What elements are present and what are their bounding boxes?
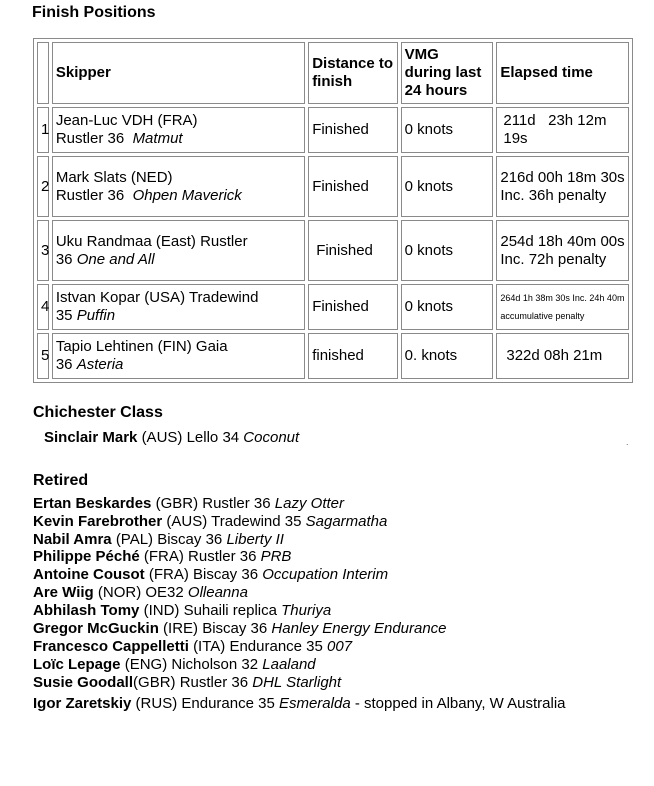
- list-item: [33, 674, 341, 692]
- sailor-country: (FRA): [143, 548, 184, 565]
- sailor-country: (IRE): [163, 620, 199, 637]
- list-item: [33, 513, 387, 531]
- boat-class: Lello 34: [186, 429, 240, 446]
- boat-name: Ohpen Maverick: [132, 186, 242, 204]
- chichester-entry: [44, 429, 299, 447]
- list-item: [33, 495, 344, 513]
- sailor-name: Loïc Lepage: [33, 656, 121, 673]
- table-row: [37, 107, 629, 153]
- elapsed-cell: 216d 00h 18m 30s Inc. 36h penalty: [496, 156, 629, 217]
- boat-class: Rustler 36: [202, 495, 271, 512]
- boat-class: OE32: [145, 584, 184, 601]
- list-item: [33, 620, 447, 638]
- table-row: [37, 156, 629, 217]
- vmg-cell: 0 knots: [401, 156, 494, 217]
- table-row: [37, 284, 629, 330]
- list-item: [33, 548, 291, 566]
- boat-class: Biscay 36: [157, 531, 223, 548]
- col-header-position: [37, 42, 49, 104]
- elapsed-cell: 264d 1h 38m 30s Inc. 24h 40m accumulative penalty: [496, 284, 629, 330]
- sailor-name: Gregor McGuckin: [33, 620, 159, 637]
- vmg-cell: 0 knots: [401, 107, 494, 153]
- sailor-country: (AUS): [141, 429, 183, 446]
- boat-class: Nicholson 32: [171, 656, 259, 673]
- sailor-name: Philippe Péché: [33, 548, 140, 565]
- sailor-name: Nabil Amra: [33, 531, 112, 548]
- finish-positions-table: [33, 38, 633, 383]
- skipper-cell: [52, 107, 305, 153]
- boat-name: 007: [327, 638, 353, 655]
- col-header-skipper: Skipper: [52, 42, 305, 104]
- col-header-distance: Distance to finish: [308, 42, 397, 104]
- boat-class: Biscay 36: [202, 620, 268, 637]
- skipper-name: Jean-Luc VDH (FRA): [55, 112, 198, 129]
- list-item: [33, 695, 566, 713]
- stray-mark: .: [626, 437, 629, 447]
- skipper-name: Mark Slats (NED): [55, 168, 173, 186]
- skipper-cell: [52, 220, 305, 281]
- boat-class: Rustler 36: [179, 674, 249, 691]
- boat-class: 36: [55, 356, 73, 373]
- skipper-cell: [52, 333, 305, 379]
- boat-class: Suhaili replica: [183, 602, 277, 619]
- boat-name: Laaland: [262, 656, 316, 673]
- sailor-country: (AUS): [166, 513, 208, 530]
- distance-cell: Finished: [308, 284, 397, 330]
- boat-name: PRB: [260, 548, 292, 565]
- sailor-name: Francesco Cappelletti: [33, 638, 189, 655]
- list-item: [33, 602, 331, 620]
- elapsed-cell: 254d 18h 40m 00s Inc. 72h penalty: [496, 220, 629, 281]
- position-cell: 5: [37, 333, 49, 379]
- boat-name: Asteria: [76, 356, 124, 373]
- elapsed-cell: 211d 23h 12m 19s: [496, 107, 629, 153]
- distance-cell: Finished: [308, 107, 397, 153]
- position-cell: 4: [37, 284, 49, 330]
- vmg-cell: 0 knots: [401, 220, 494, 281]
- chichester-class-heading: Chichester Class: [33, 404, 163, 421]
- skipper-name: Tapio Lehtinen (FIN) Gaia: [55, 338, 228, 355]
- sailor-name: Are Wiig: [33, 584, 94, 601]
- sailor-country: (GBR): [133, 674, 176, 691]
- position-cell: 1: [37, 107, 49, 153]
- table-row: [37, 333, 629, 379]
- boat-class: Endurance 35: [229, 638, 323, 655]
- sailor-name: Antoine Cousot: [33, 566, 145, 583]
- boat-name: Matmut: [132, 130, 183, 147]
- finish-positions-heading: Finish Positions: [32, 4, 156, 21]
- sailor-country: (ENG): [124, 656, 168, 673]
- boat-name: Puffin: [76, 307, 116, 324]
- boat-name: Esmeralda: [278, 695, 351, 712]
- sailor-country: (GBR): [155, 495, 199, 512]
- boat-name: DHL Starlight: [252, 674, 342, 691]
- boat-class: Tradewind 35: [211, 513, 302, 530]
- list-item: [33, 566, 388, 584]
- col-header-vmg: VMG during last 24 hours: [401, 42, 494, 104]
- vmg-cell: 0. knots: [401, 333, 494, 379]
- position-cell: 3: [37, 220, 49, 281]
- vmg-cell: 0 knots: [401, 284, 494, 330]
- boat-name: One and All: [76, 250, 155, 268]
- boat-name: Sagarmatha: [305, 513, 388, 530]
- sailor-name: Kevin Farebrother: [33, 513, 163, 530]
- boat-class: 36: [55, 250, 73, 268]
- list-item: [33, 638, 352, 656]
- boat-class: Rustler 36: [55, 186, 125, 204]
- list-item: [33, 531, 284, 549]
- skipper-cell: [52, 156, 305, 217]
- boat-name: Hanley Energy Endurance: [271, 620, 447, 637]
- table-header-row: [37, 42, 629, 104]
- boat-class: Endurance 35: [181, 695, 275, 712]
- sailor-name: Ertan Beskardes: [33, 495, 152, 512]
- boat-name: Olleanna: [187, 584, 248, 601]
- boat-name: Coconut: [243, 429, 300, 446]
- boat-class: 35: [55, 307, 73, 324]
- sailor-country: (NOR): [97, 584, 142, 601]
- distance-cell: Finished: [308, 220, 397, 281]
- boat-class: Rustler 36: [188, 548, 257, 565]
- table-row: [37, 220, 629, 281]
- sailor-country: (ITA): [193, 638, 226, 655]
- list-item: [33, 656, 316, 674]
- skipper-name: Istvan Kopar (USA) Tradewind: [55, 289, 259, 306]
- sailor-country: (RUS): [135, 695, 178, 712]
- sailor-name: Susie Goodall: [33, 674, 134, 691]
- elapsed-cell: 322d 08h 21m: [496, 333, 629, 379]
- skipper-cell: [52, 284, 305, 330]
- boat-class: Rustler 36: [55, 130, 125, 147]
- retired-heading: Retired: [33, 472, 89, 489]
- sailor-country: (IND): [143, 602, 180, 619]
- sailor-name: Igor Zaretskiy: [33, 695, 132, 712]
- boat-name: Lazy Otter: [274, 495, 344, 512]
- boat-name: Occupation Interim: [262, 566, 389, 583]
- sailor-name: Sinclair Mark: [44, 429, 138, 446]
- list-item: [33, 584, 248, 602]
- position-cell: 2: [37, 156, 49, 217]
- boat-class: Biscay 36: [193, 566, 259, 583]
- sailor-name: Abhilash Tomy: [33, 602, 140, 619]
- boat-name: Thuriya: [281, 602, 332, 619]
- skipper-name: Uku Randmaa (East) Rustler: [55, 232, 248, 250]
- boat-name: Liberty II: [226, 531, 284, 548]
- sailor-country: (FRA): [148, 566, 189, 583]
- sailor-country: (PAL): [115, 531, 154, 548]
- col-header-elapsed: Elapsed time: [496, 42, 629, 104]
- distance-cell: finished: [308, 333, 397, 379]
- retirement-note: - stopped in Albany, W Australia: [354, 695, 566, 712]
- distance-cell: Finished: [308, 156, 397, 217]
